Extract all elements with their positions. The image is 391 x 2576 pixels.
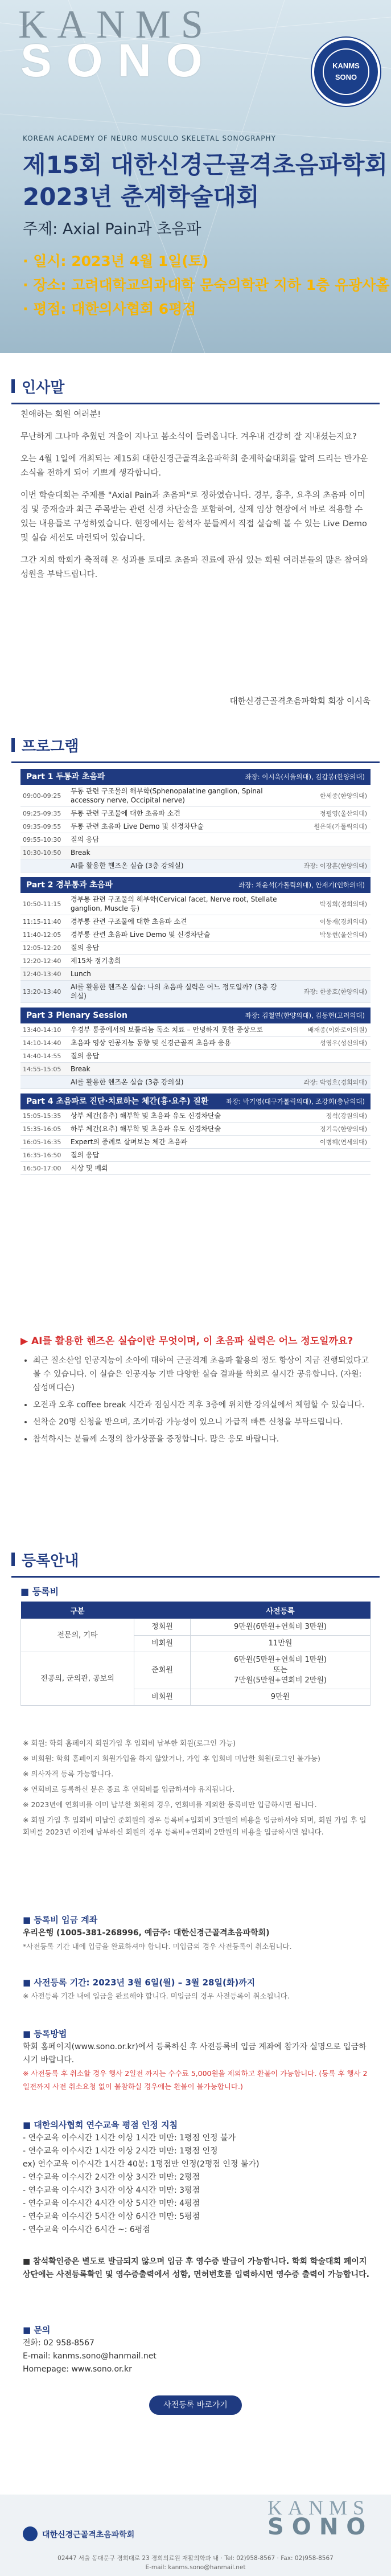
program-session-title: 시상 및 폐회 [71,1164,108,1172]
notice-list [20,1354,371,1446]
event-venue: · 장소: 고려대학교의과대학 문숙의학관 지하 1층 유광사홀 [23,277,390,293]
program-row [20,928,371,941]
credit-title: ■ 대한의사협회 연수교육 평점 인정 지침 [23,2120,178,2130]
event-info [23,253,390,325]
account-number: 우리은행 (1005-381-268996, 예금주: 대한신경근골격초음파학회) [23,1928,270,1938]
program-time: 09:00-09:25 [23,792,61,800]
program-session-title: 경부통 관련 초음파 Live Demo 및 신경차단술 [71,931,211,939]
contact-phone: 전화: 02 958-8567 [23,2339,94,2348]
greeting-paragraph: 무난하게 그나마 추웠던 겨울이 지나고 봄소식이 들려옵니다. 겨우내 건강히 잘 지내셨는지요? [20,432,357,441]
program-row [20,1109,371,1123]
program-session-title: 경부통 관련 구조물에 대한 초음파 소견 [71,918,187,925]
program-time: 09:25-09:35 [23,809,61,817]
method-note: ※ 사전등록 후 취소할 경우 행사 2일전 까지는 수수료 5,000원을 제외하고 환불이 가능합니다. (등록 후 행사 2일전까지 사전 취소요청 없이 불참하실 경우에는 환불이 불가능합니다.) [23,2069,368,2091]
registration-header [11,1549,380,1578]
program-speaker: 박동현(울산의대) [320,931,367,939]
program-row [20,820,371,833]
program-time: 13:20-13:40 [23,988,61,996]
fee-header-type [134,1602,191,1619]
program-speaker: 배재종(이화로이의원) [307,1026,367,1034]
program-speaker: 정필영(울산의대) [320,810,367,817]
greeting-paragraph: 친애하는 회원 여러분! [20,410,101,419]
program-time: 16:35-16:50 [23,1151,61,1159]
svg-text:SONO: SONO [335,73,357,81]
event-date: · 일시: 2023년 4월 1일(토) [23,253,209,269]
method-block [23,2028,370,2093]
program-row [20,981,371,1003]
program-session-title: AI를 활용한 헨즈온 실습 (3층 강의실) [71,862,184,870]
event-title-line1: 제15회 대한신경근골격초음파학회 [23,151,388,179]
program-row [20,1123,371,1136]
notice-item: • 최근 질소산업 인공지능이 소아에 대하여 근골격계 초음파 활용의 정도 향상이 지금 진행되었다고 볼 수 있습니다. 이 실습은 인공지능 기반 다양한 실습 결과를 학회로 실시간 공유합니다. (자원: 삼성메디슨) [33,1354,371,1395]
fee-note: ※ 연회비로 등록하신 분은 종료 후 연회비를 입금하셔야 유지됩니다. [23,1785,235,1793]
credit-item: ex) 연수교육 이수시간 1시간 40분: 1평점만 인정(2평점 인정 불가) [23,2160,260,2169]
registration-title: 등록안내 [11,1549,380,1570]
program-time: 09:55-10:30 [23,836,61,843]
logo-sono: SONO [20,35,217,87]
svg-text:KANMS: KANMS [332,62,360,70]
program-session-title: 질의 응답 [71,944,100,952]
program-row [20,1037,371,1050]
program-row [20,915,371,928]
receipt-text: ■ 참석확인증은 별도로 발급되지 않으며 입금 후 영수증 발급이 가능합니다. 학회 학술대회 페이지 상단에는 사전등록확인 및 영수증출력에서 성함, 면허번호를 입력하시면 영수증 출력이 가능합니다. [23,2257,369,2279]
program-speaker: 이병헤(연세의대) [320,1138,367,1146]
fee-header-category: 구분 [21,1602,134,1619]
credit-item: - 연수교육 이수시간 4시간 이상 5시간 미만: 4평점 [23,2199,200,2208]
program-title: 프로그램 [11,735,380,756]
credit-item: - 연수교육 이수시간 2시간 이상 3시간 미만: 2평점 [23,2173,200,2182]
program-speaker: 좌장: 박영호(경희의대) [303,1079,367,1086]
fee-note: ※ 회원: 학회 홈페이지 회원가입 후 입회비 납부한 회원(로그인 가능) [23,1739,236,1747]
greeting-paragraph: 그간 저희 학회가 축적해 온 성과를 토대로 초음파 진료에 관심 있는 회원 여러분들의 많은 참여와 성원을 부탁드립니다. [20,556,368,579]
program-row [20,955,371,968]
credit-block [23,2119,370,2237]
program-header [11,735,380,763]
program-speaker: 좌장: 이장훈(한양의대) [303,862,367,870]
fee-type: 준회원 [134,1652,191,1689]
program-time: 16:05-16:35 [23,1138,61,1146]
fee-notes [23,1737,370,1841]
program-session-title: 두통 관련 초음파 Live Demo 및 신경차단술 [71,822,204,830]
program-session-title: Lunch [71,970,91,978]
part2-rows [20,893,371,1003]
program-row [20,807,371,820]
credit-item: - 연수교육 이수시간 1시간 이상 2시간 미만: 1평점 인정 [23,2147,218,2156]
program-session-title: Break [71,1065,90,1073]
program-time: 14:55-15:05 [23,1065,61,1073]
greeting-paragraph: 이번 학술대회는 주제를 "Axial Pain과 초음파"로 정하였습니다. 경부, 흉추, 요추의 초음파 이미징 및 중재술과 최근 주목받는 관련 신경 차단술을 포함하여, 실제 임상 현장에서 바로 적용할 수 있는 내용들로 구성하였습니다. 현장에서는 참석자 분들께서 직접 실습해 볼 수 있는 Live Demo 및 실습 세션도 마련되어 있습니다. [20,491,367,543]
program-table [20,769,371,1175]
footer-address: 02447 서울 동대문구 경희대로 23 경희의료원 재활의학과 내 · Tel: 02)958-8567 · Fax: 02)958-8567 [57,2555,334,2562]
program-session-title: 제15차 정기총회 [71,957,121,965]
program-speaker: 박정희(경희의대) [320,900,367,908]
fee-type: 정회원 [134,1619,191,1636]
program-speaker: 성영우(성신의대) [320,1039,367,1047]
program-row [20,893,371,915]
program-row [20,846,371,859]
program-row [20,1162,371,1175]
greeting-header [11,376,380,404]
footer-org: 대한신경근골격초음파학회 [42,2530,135,2540]
program-time: 13:40-14:10 [23,1026,61,1034]
fee-note: ※ 의사자격 등록 가능합니다. [23,1770,114,1778]
program-session-title: 하부 체간(요추) 해부학 및 초음파 유도 신경차단술 [71,1125,221,1133]
program-row [20,833,371,846]
fee-note: ※ 비회원: 학회 홈페이지 회원가입을 하지 않았거나, 가입 후 입회비 미납한 회원(로그인 불가능) [23,1754,320,1763]
program-row [20,1149,371,1162]
program-speaker: 정석(강원의대) [326,1112,367,1120]
program-time: 12:20-12:40 [23,957,61,965]
notice-item: • 선착순 20명 신청을 받으며, 조기마감 가능성이 있으니 가급적 빠른 신청을 부탁드립니다. [33,1415,371,1429]
fee-header-pre: 사전등록 [191,1602,371,1619]
period-note: ※ 사전등록 기간 내에 입금을 완료해야 합니다. 미입금의 경우 사전등록이 취소됩니다. [23,1992,290,2000]
academy-english-name: KOREAN ACADEMY OF NEURO MUSCULO SKELETAL SONOGRAPHY [23,134,276,142]
program-speaker: 좌장: 한종호(한양의대) [303,988,367,996]
program-row [20,1023,371,1037]
greeting-paragraph: 오는 4월 1일에 개최되는 제15회 대한신경근골격초음파학회 춘계학술대회를 알려 드리는 반가운 소식을 전하게 되어 기쁘게 생각합니다. [20,454,368,478]
fee-amount: 6만원(5만원+연회비 1만원) 또는 7만원(5만원+연회비 2만원) [191,1652,371,1689]
program-time: 16:50-17:00 [23,1164,61,1172]
society-seal-icon [312,38,380,106]
program-speaker: 원은해(가톨릭의대) [314,823,367,830]
program-session-title: AI를 활용한 헨즈온 실습 (3층 강의실) [71,1078,184,1086]
notice-item: • 오전과 오후 coffee break 시간과 점심시간 직후 3층에 위치한 강의실에서 체험할 수 있습니다. [33,1398,371,1412]
program-session-title: 질의 응답 [71,1151,100,1159]
footer [0,2495,391,2576]
fee-amount: 9만원(6만원+연회비 3만원) [191,1619,371,1636]
fee-table [20,1602,371,1706]
program-row [20,941,371,955]
credit-item: - 연수교육 이수시간 3시간 이상 4시간 미만: 3평점 [23,2186,200,2195]
contact-email: E-mail: kanms.sono@hanmail.net [23,2352,157,2361]
program-session-title: 우경부 통증에서의 보툴리눔 독소 치료 – 안녕하지 못한 증상으로 [71,1026,263,1034]
credit-item: - 연수교육 이수시간 5시간 이상 6시간 미만: 5평점 [23,2212,200,2221]
event-credit: · 평점: 대한의사협회 6평점 [23,301,196,317]
fee-group: 전문의, 기타 [21,1619,134,1652]
account-block [23,1914,370,1953]
program-session-title: 초음파 영상 인공지능 동향 및 신경근골격 초음파 응용 [71,1039,231,1047]
program-time: 11:15-11:40 [23,918,61,925]
period-block [23,1976,370,2002]
fee-amount: 11만원 [191,1636,371,1652]
logo-kanms: KANMS [18,3,213,47]
contact-block [23,2324,370,2376]
account-title: ■ 등록비 입금 계좌 [23,1915,98,1925]
account-note: *사전등록 기간 내에 입금을 완료하셔야 합니다. 미입금의 경우 사전등록이 취소됩니다. [23,1942,292,1951]
part4-header: Part 4 초음파로 진단·치료하는 체간(흉·요추) 질환 좌장: 박기영(대구가톨릭의대), 조강희(충남의대) [20,1094,371,1109]
part4-rows [20,1109,371,1175]
program-session-title: 상부 체간(흉추) 해부학 및 초음파 유도 신경차단술 [71,1112,221,1120]
notice-question: ▶ AI를 활용한 헨즈온 실습이란 무엇이며, 이 초음파 실력은 어느 정도일까요? [20,1336,353,1347]
program-row [20,859,371,873]
contact-title: ■ 문의 [23,2325,51,2335]
hero-banner [0,0,391,353]
part3-rows [20,1023,371,1089]
program-time: 09:35-09:55 [23,822,61,830]
fee-note: ※ 2023년에 연회비를 이미 납부한 회원의 경우, 연회비를 제외한 등록비만 입금하시면 됩니다. [23,1800,317,1809]
program-row [20,785,371,807]
program-speaker: 한세종(한양의대) [320,792,367,800]
program-session-title: Break [71,849,90,857]
program-session-title: 질의 응답 [71,1052,100,1060]
program-session-title: 두통 관련 구조물에 대한 초음파 소견 [71,809,180,817]
program-time: 14:10-14:40 [23,1039,61,1047]
contact-homepage: Homepage: www.sono.or.kr [23,2365,132,2374]
program-row [20,968,371,981]
receipt-block [23,2255,370,2282]
program-row [20,1050,371,1063]
fee-amount: 9만원 [191,1689,371,1706]
event-title-line2: 2023년 춘계학술대회 [23,183,260,211]
program-session-title: Expert의 증례로 살펴보는 체간 초음파 [71,1138,188,1146]
program-time: 12:05-12:20 [23,944,61,952]
program-session-title: 두통 관련 구조물의 해부학(Sphenopalatine ganglion, Spinal accessory nerve, Occipital nerve) [71,787,263,804]
footer-email: E-mail: kanms.sono@hanmail.net [145,2564,246,2571]
program-row [20,1063,371,1076]
credit-item: - 연수교육 이수시간 6시간 ~: 6평점 [23,2225,150,2234]
fee-type: 비회원 [134,1689,191,1706]
program-speaker: 이동재(경희의대) [320,918,367,925]
program-session-title: 경부통 관련 구조물의 해부학(Cervical facet, Nerve root, Stellate ganglion, Muscle 등) [71,895,277,912]
part1-header: Part 1 두통과 초음파 좌장: 이시욱(서울의대), 김갑봉(한양의대) [20,769,371,785]
program-row [20,1076,371,1089]
part2-header: Part 2 경부통과 초음파 좌장: 채윤석(가톨릭의대), 안재기(인하의대) [20,877,371,893]
footer-logo-sono: SONO [267,2514,374,2540]
program-session-title: 질의 응답 [71,836,100,843]
greeting-title: 인사말 [11,376,380,397]
event-subject: 주제: Axial Pain과 초음파 [23,220,201,238]
fee-group: 전공의, 군의관, 공보의 [21,1652,134,1706]
footer-seal-icon [23,2526,38,2541]
period-title: ■ 사전등록 기간: 2023년 3월 6일(월) – 3월 28일(화)까지 [23,1977,256,1988]
program-time: 10:50-11:15 [23,900,61,908]
pre-registration-button[interactable]: 사전등록 바로가기 [149,2395,242,2415]
notice-item: • 참석하시는 분들께 소정의 참가상품을 증정합니다. 많은 응모 바랍니다. [33,1432,371,1446]
program-speaker: 정기욱(한양의대) [320,1125,367,1133]
program-row [20,1136,371,1149]
footer-logo-kanms: KANMS [267,2496,371,2519]
fee-note: ※ 회원 가입 후 입회비 미납인 준회원의 경우 등록비+입회비 3만원의 비용을 입금하셔야 되며, 회원 가입 후 입회비를 2023년 이전에 납부하신 회원의 경우 등록비+연회비 2만원의 비용을 입금하시면 됩니다. [23,1816,367,1836]
program-time: 14:40-14:55 [23,1052,61,1060]
credit-item: - 연수교육 이수시간 1시간 이상 1시간 미만: 1평점 인정 불가 [23,2133,236,2143]
program-time: 10:30-10:50 [23,849,61,857]
greeting-signature: 대한신경근골격초음파학회 회장 이시욱 [229,697,371,706]
program-time: 11:40-12:05 [23,931,61,939]
program-time: 15:05-15:35 [23,1112,61,1120]
program-time: 12:40-13:40 [23,970,61,978]
part3-header: Part 3 Plenary Session 좌장: 김철연(한양의대), 김동현(고려의대) [20,1008,371,1023]
greeting-body [20,408,371,590]
event-title [23,149,388,213]
part1-rows [20,785,371,873]
hands-on-notice [20,1333,371,1449]
fee-title: ■ 등록비 [20,1586,59,1597]
program-time: 15:35-16:05 [23,1125,61,1133]
program-session-title: AI를 활용한 헨즈온 실습: 나의 초음파 실력은 어느 정도일까? (3층 강의실) [71,983,277,1000]
method-title: ■ 등록방법 [23,2029,67,2039]
fee-type: 비회원 [134,1636,191,1652]
method-text: 학회 홈페이지(www.sono.or.kr)에서 등록하신 후 사전등록비 입금 계좌에 참가자 실명으로 입금하시기 바랍니다. [23,2042,367,2065]
